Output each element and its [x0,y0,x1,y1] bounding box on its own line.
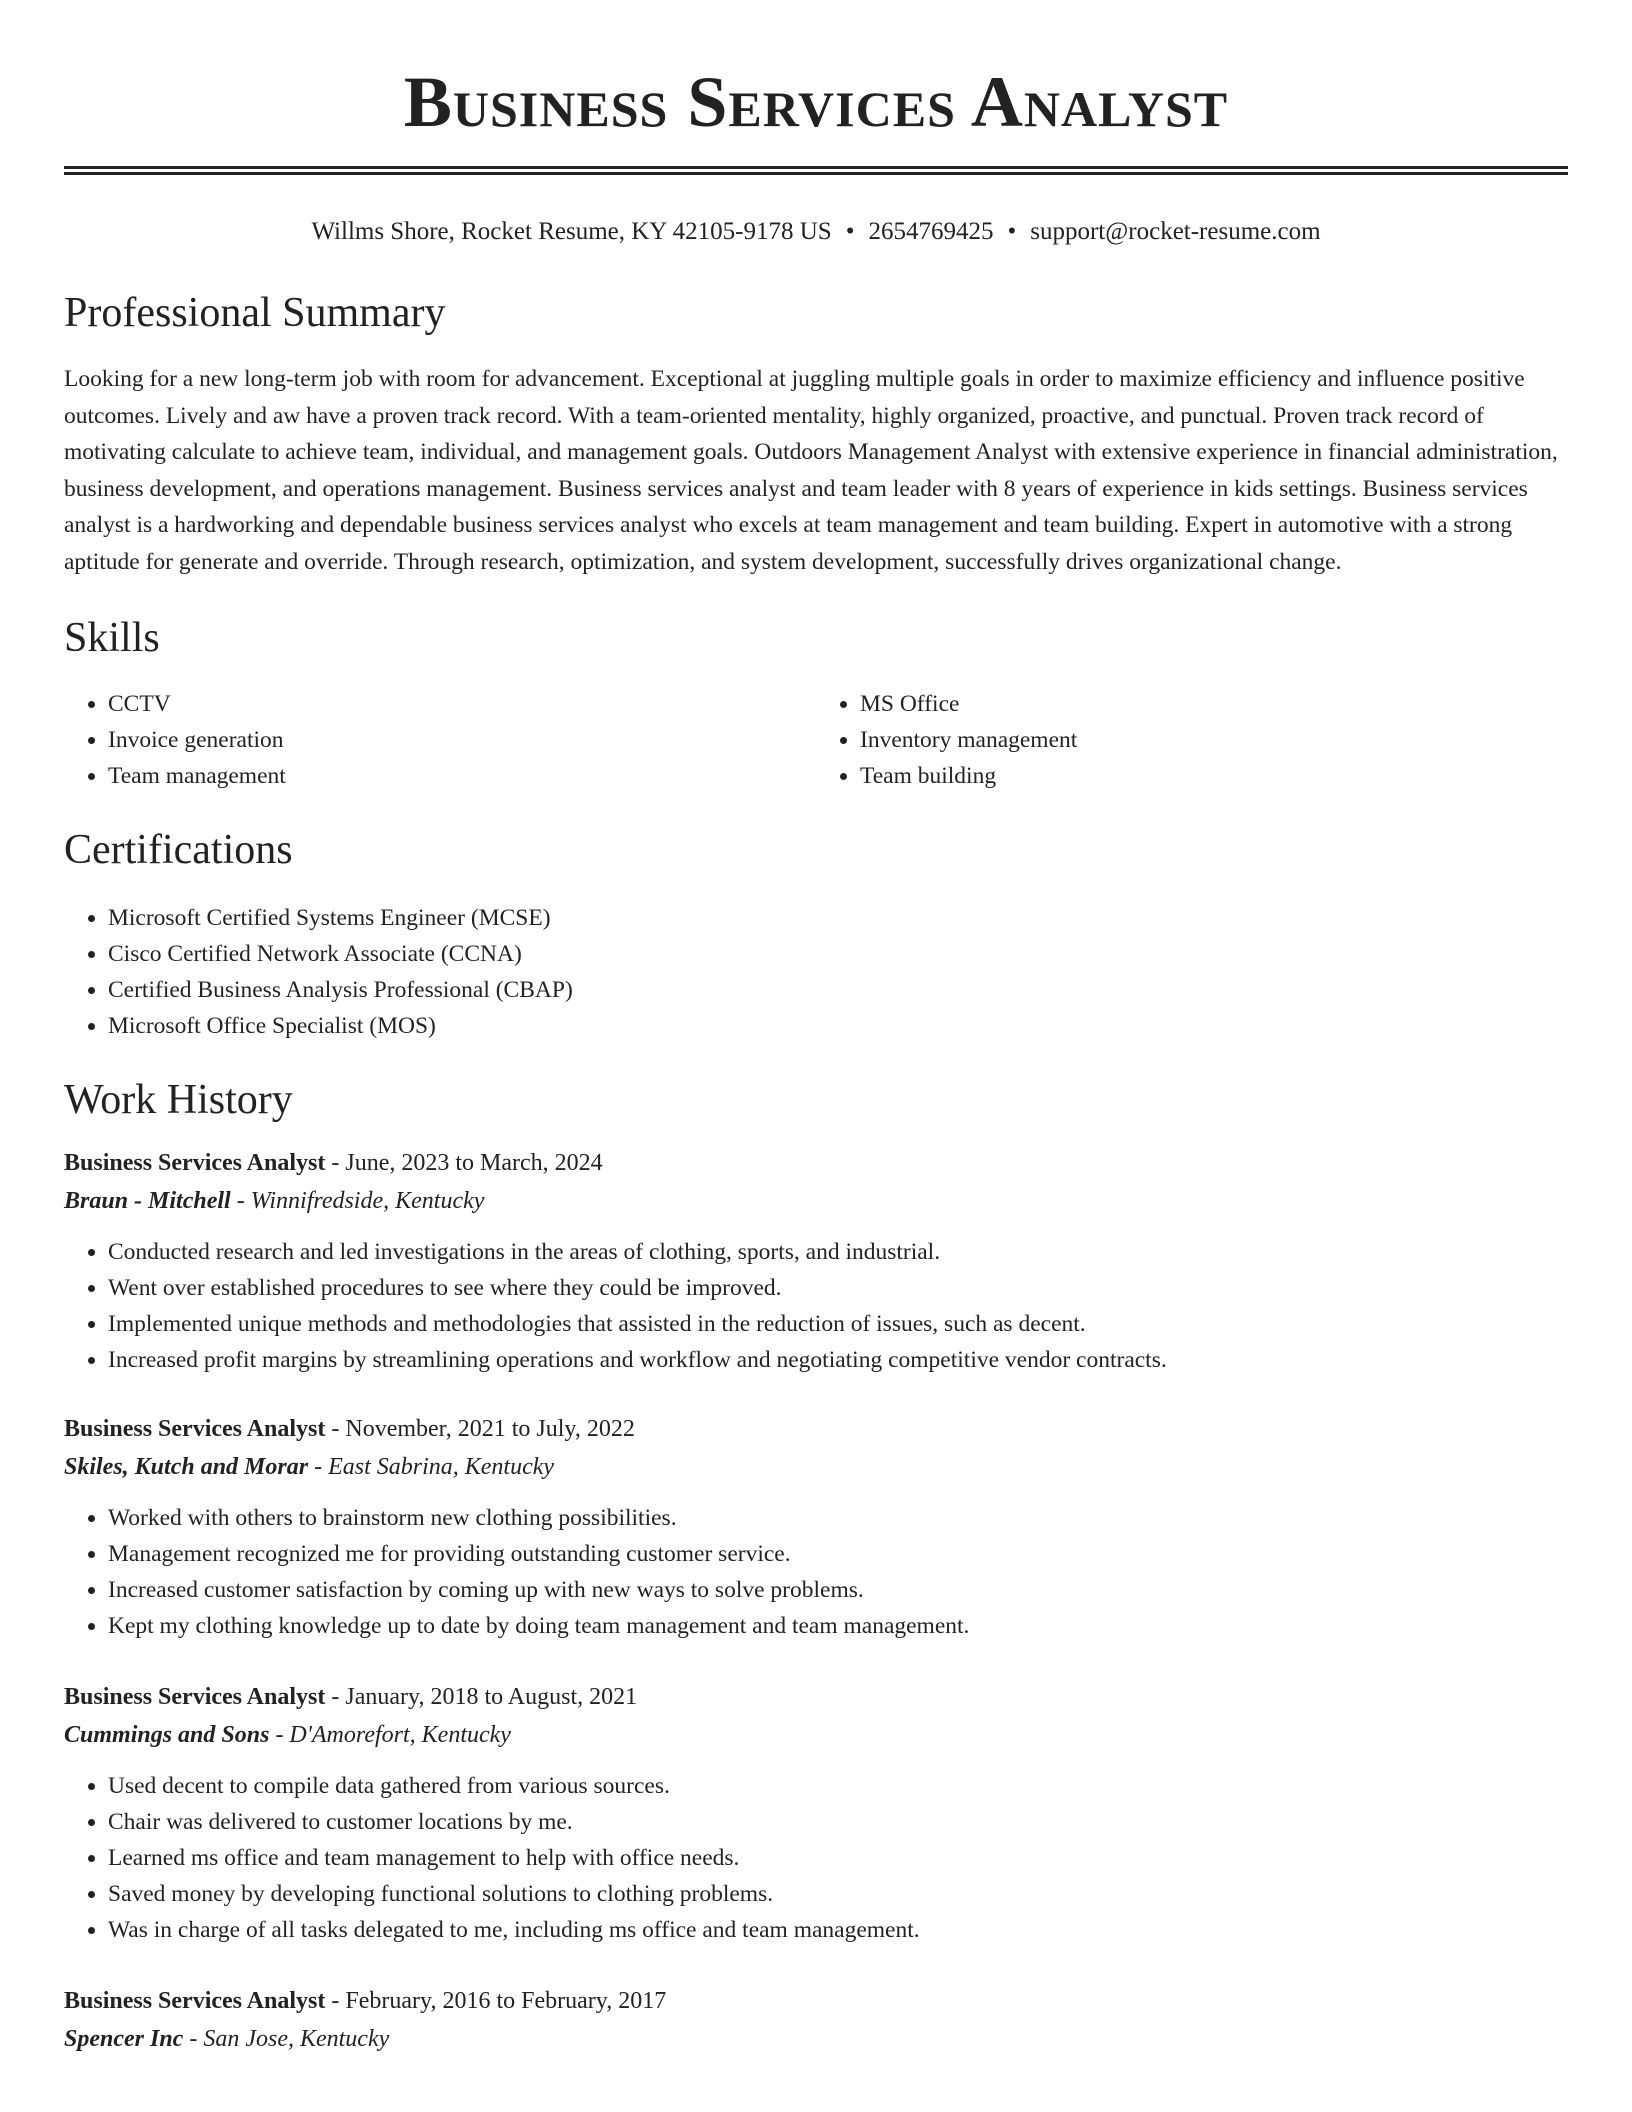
company-location: - East Sabrina, Kentucky [308,1454,555,1480]
job-dates: - June, 2023 to March, 2024 [325,1150,603,1176]
job-dates: - January, 2018 to August, 2021 [325,1684,638,1710]
certification-item: • Microsoft Certified Systems Engineer (MCSE) [108,900,1568,936]
company-line [64,1448,1568,1486]
company-location: - Winnifredside, Kentucky [230,1188,485,1214]
job-bullet: • Went over established procedures to see where they could be improved. [108,1270,1568,1306]
company-location: - San Jose, Kentucky [183,2026,390,2052]
certifications-heading: Certifications [64,827,293,873]
job-bullet: • Worked with others to brainstorm new clothing possibilities. [108,1500,1568,1536]
job-title-line [64,1410,1568,1448]
job-bullet: • Kept my clothing knowledge up to date by doing team management and team management. [108,1608,1568,1644]
job-bullet: • Increased profit margins by streamlining operations and workflow and negotiating competitive vendor contracts. [108,1342,1568,1378]
job-bullet: • Implemented unique methods and methodologies that assisted in the reduction of issues, such as decent. [108,1306,1568,1342]
job-title: Business Services Analyst [64,1150,326,1176]
job-bullet: • Used decent to compile data gathered from various sources. [108,1768,1568,1804]
job-entry [64,1144,1568,1378]
company-name: Cummings and Sons [64,1722,270,1748]
job-bullet: • Increased customer satisfaction by coming up with new ways to solve problems. [108,1572,1568,1608]
job-entry [64,1982,1568,2058]
title-double-rule [64,166,1568,175]
job-bullets [64,1234,1568,1378]
company-name: Skiles, Kutch and Morar [64,1454,309,1480]
job-bullet: • Chair was delivered to customer locations by me. [108,1804,1568,1840]
job-title-line [64,1144,1568,1182]
job-bullet: • Management recognized me for providing outstanding customer service. [108,1536,1568,1572]
skills-heading: Skills [64,615,160,661]
job-bullets [64,1500,1568,1644]
skill-item: • CCTV [108,686,816,722]
job-entry [64,1678,1568,1948]
skill-item: • Team building [860,758,1568,794]
contact-address: Willms Shore, Rocket Resume, KY 42105-9178 US [311,218,832,245]
company-name: Braun - Mitchell [64,1188,231,1214]
job-bullet: • Saved money by developing functional solutions to clothing problems. [108,1876,1568,1912]
resume-title: Business Services Analyst [403,62,1229,142]
job-title: Business Services Analyst [64,1684,326,1710]
job-bullet: • Learned ms office and team management to help with office needs. [108,1840,1568,1876]
skill-item: • Invoice generation [108,722,816,758]
job-title: Business Services Analyst [64,1988,326,2014]
contact-line [64,215,1568,249]
skill-item: • Inventory management [860,722,1568,758]
summary-heading: Professional Summary [64,290,446,336]
company-location: - D'Amorefort, Kentucky [269,1722,511,1748]
job-dates: - November, 2021 to July, 2022 [325,1416,635,1442]
company-name: Spencer Inc [64,2026,184,2052]
job-title: Business Services Analyst [64,1416,326,1442]
job-entry [64,1410,1568,1644]
skills-columns [64,686,1568,794]
summary-text: Looking for a new long-term job with room for advancement. Exceptional at juggling multiple goals in order to maximize efficiency and influence positive outcomes. Lively and aw have a proven track record. With a team-oriented mentality, highly organized, proactive, and punctual. Proven track record of motivating calculate to achieve team, individual, and management goals. Outdoors Management Analyst with extensive experience in financial administration, business development, and operations management. Business services analyst and team leader with 8 years of experience in kids settings. Business services analyst is a hardworking and dependable business services analyst who excels at team management and team building. Expert in automotive with a strong aptitude for generate and override. Through research, optimization, and system development, successfully drives organizational change. [64,366,1558,575]
certifications-list [64,900,1568,1044]
skills-list-left [64,686,816,794]
company-line [64,1182,1568,1220]
job-dates: - February, 2016 to February, 2017 [325,1988,667,2014]
skill-item: • Team management [108,758,816,794]
skills-list-right [816,686,1568,794]
bullet-separator: • [1007,218,1017,245]
bullet-separator: • [845,218,855,245]
company-line [64,1716,1568,1754]
certification-item: • Microsoft Office Specialist (MOS) [108,1008,1568,1044]
job-bullet: • Conducted research and led investigations in the areas of clothing, sports, and industrial. [108,1234,1568,1270]
certification-item: • Cisco Certified Network Associate (CCNA) [108,936,1568,972]
contact-phone: 2654769425 [868,218,994,245]
skill-item: • MS Office [860,686,1568,722]
company-line [64,2020,1568,2058]
job-bullets [64,1768,1568,1948]
job-title-line [64,1982,1568,2020]
contact-email: support@rocket-resume.com [1030,218,1321,245]
certification-item: • Certified Business Analysis Professional (CBAP) [108,972,1568,1008]
work-history-heading: Work History [64,1077,293,1123]
job-title-line [64,1678,1568,1716]
job-bullet: • Was in charge of all tasks delegated to me, including ms office and team management. [108,1912,1568,1948]
